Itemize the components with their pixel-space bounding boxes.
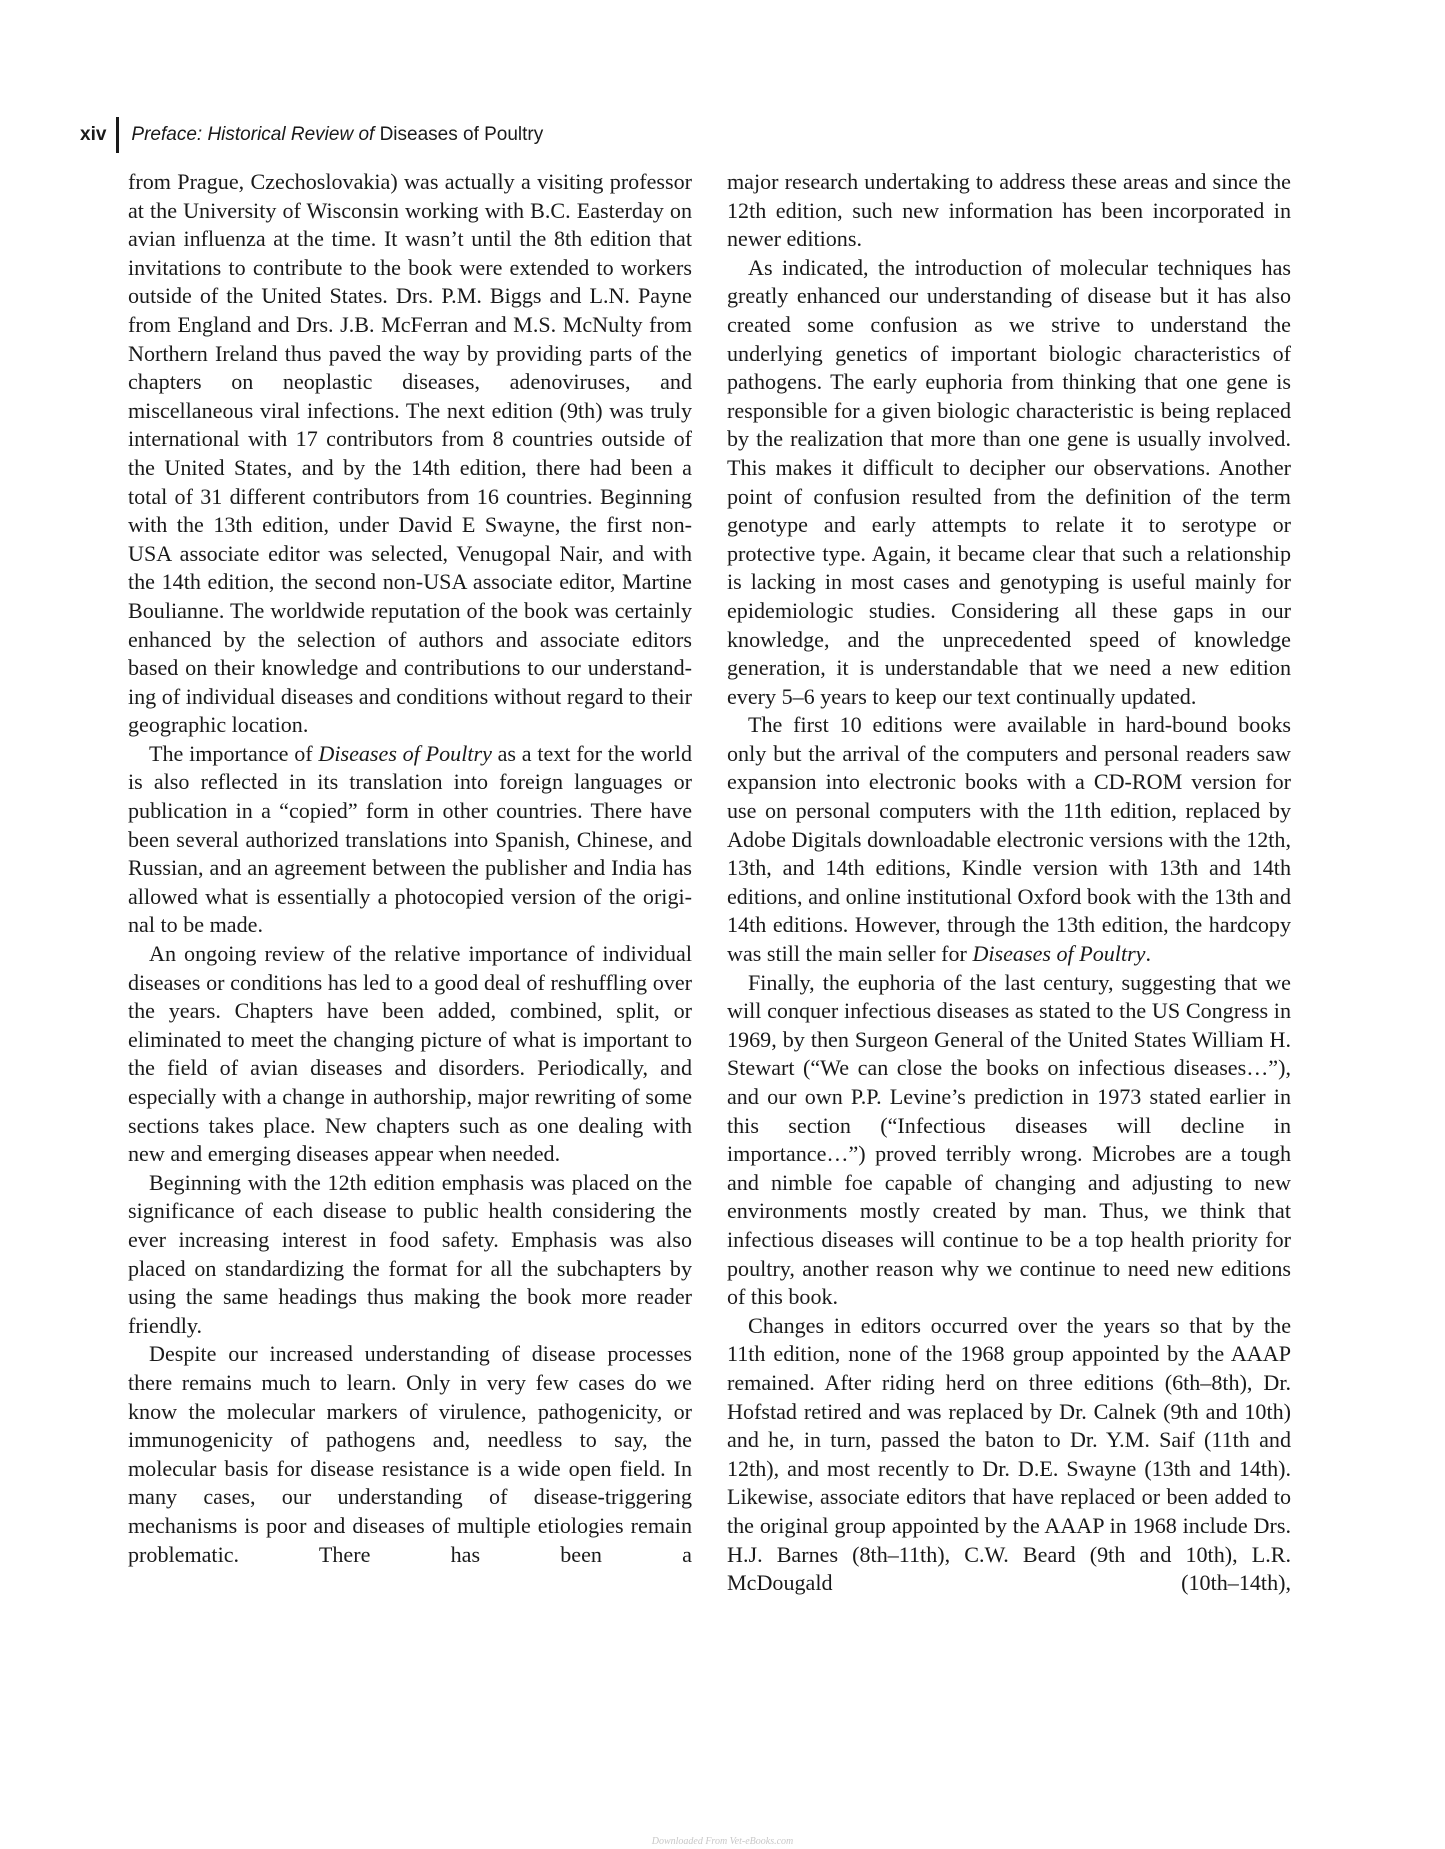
page-number: xiv — [80, 124, 107, 145]
paragraph — [128, 740, 692, 940]
right-column — [727, 168, 1291, 1598]
book-title: Diseases of Poultry — [972, 941, 1146, 967]
paragraph: Changes in editors occurred over the years so that by the 11th edition, none of the 1968 group appointed by the AAAP remained. After riding herd on three editions (6th–8th), Dr. Hofstad retired and was replaced by Dr. Calnek (9th and 10th) and he, in turn, passed the baton to Dr. Y.M. Saif (11th and 12th), and most recently to Dr. D.E. Swayne (13th and 14th). Likewise, associate editors that have replaced or been added to the original group appointed by the AAAP in 1968 include Drs. H.J. Barnes (8th–11th), C.W. Beard (9th and 10th), L.R. McDougald (10th–14th), — [727, 1312, 1291, 1596]
paragraph-text: The importance of — [149, 740, 319, 766]
paragraph — [727, 711, 1291, 968]
paragraph: An ongoing review of the relative importance of individual diseases or conditions has led to a good deal of reshuffling over the years. Chapters have been added, combined, split, or eliminated to meet the changing picture of what is important to the field of avian diseases and disorders. Periodically, and especially with a change in authorship, major rewriting of some sections takes place. New chapters such as one dealing with new and emerging diseases appear when needed. — [128, 941, 692, 1167]
page-header — [80, 116, 543, 154]
paragraph-text: . — [1145, 941, 1152, 967]
paragraph: Finally, the euphoria of the last century, suggesting that we will conquer infectious diseases as stated to the US Congress in 1969, by then Surgeon General of the United States William H. Stewart (“We can close the books on infectious diseases…”), and our own P.P. Levine’s prediction in 1973 stated earlier in this section (“Infectious diseases will decline in importance…”) proved terribly wrong. Microbes are a tough and nimble foe capable of changing and adjusting to new environments mostly created by man. Thus, we think that infectious diseases will continue to be a top health priority for poultry, another reason why we continue to need new editions of this book. — [727, 969, 1291, 1310]
book-title: Diseases of Poultry — [318, 740, 492, 766]
header-divider — [116, 117, 119, 153]
paragraph-text: as a text for the world is also reflected in its translation into foreign languages or publication in a “copied” form in other countries. There have been several authorized translations into Spanish, Chinese, and Russian, and an agreement between the publisher and India has allowed what is essentially a photocopied version of the original to be made. — [128, 740, 692, 938]
running-head — [131, 124, 543, 146]
paragraph: major research undertaking to address these areas and since the 12th edition, such new information has been incorporated in newer editions. — [727, 169, 1291, 252]
paragraph-text: The first 10 editions were available in hard‐bound books only but the arrival of the computers and personal readers saw expansion into electronic books with a CD‐ROM version for use on personal computers with the 11th edition, replaced by Adobe Digitals downloadable electronic versions with the 12th, 13th, and 14th editions, Kindle version with 13th and 14th editions, and online institutional Oxford book with the 13th and 14th editions. However, through the 13th edition, the hardcopy was still the main seller for — [727, 712, 1291, 967]
left-column — [128, 168, 692, 1569]
paragraph: from Prague, Czechoslovakia) was actually a visiting professor at the University of Wisconsin working with B.C. Easterday on avian influenza at the time. It wasn’t until the 8th edition that invitations to contribute to the book were extended to workers outside of the United States. Drs. P.M. Biggs and L.N. Payne from England and Drs. J.B. McFerran and M.S. McNulty from Northern Ireland thus paved the way by providing parts of the chapters on neoplastic diseases, adenoviruses, and miscellaneous viral infections. The next edition (9th) was truly international with 17 contributors from 8 countries outside of the United States, and by the 14th edition, there had been a total of 31 different contributors from 16 countries. Beginning with the 13th edition, under David E Swayne, the first non‐USA associate editor was selected, Venugopal Nair, and with the 14th edition, the second non‐USA associate editor, Martine Boulianne. The worldwide reputation of the book was certainly enhanced by the selection of authors and associate editors based on their knowledge and contributions to our understanding of individual diseases and conditions without regard to their geographic location. — [128, 169, 692, 738]
running-head-prefix: Preface: Historical Review of — [131, 124, 380, 145]
paragraph: As indicated, the introduction of molecular techniques has greatly enhanced our understanding of disease but it has also created some confusion as we strive to understand the underlying genetics of important biologic characteristics of pathogens. The early euphoria from thinking that one gene is responsible for a given biologic characteristic is being replaced by the realization that more than one gene is usually involved. This makes it difficult to decipher our observations. Another point of confusion resulted from the definition of the term genotype and early attempts to relate it to serotype or protective type. Again, it became clear that such a relationship is lacking in most cases and genotyping is useful mainly for epidemiologic studies. Considering all these gaps in our knowledge, and the unprecedented speed of knowledge generation, it is understandable that we need a new edition every 5–6 years to keep our text continually updated. — [727, 254, 1291, 709]
paragraph: Beginning with the 12th edition emphasis was placed on the significance of each disease to public health considering the ever increasing interest in food safety. Emphasis was also placed on standardizing the format for all the subchapters by using the same headings thus making the book more reader friendly. — [128, 1169, 692, 1338]
download-watermark: Downloaded From Vet-eBooks.com — [651, 1836, 794, 1847]
paragraph: Despite our increased understanding of disease processes there remains much to learn. Only in very few cases do we know the molecular markers of virulence, pathogenicity, or immunogenicity of pathogens and, needless to say, the molecular basis for disease resistance is a wide open field. In many cases, our understanding of disease‐triggering mechanisms is poor and diseases of multiple etiologies remain problematic. There has been a — [128, 1341, 692, 1567]
running-head-title: Diseases of Poultry — [379, 124, 544, 145]
